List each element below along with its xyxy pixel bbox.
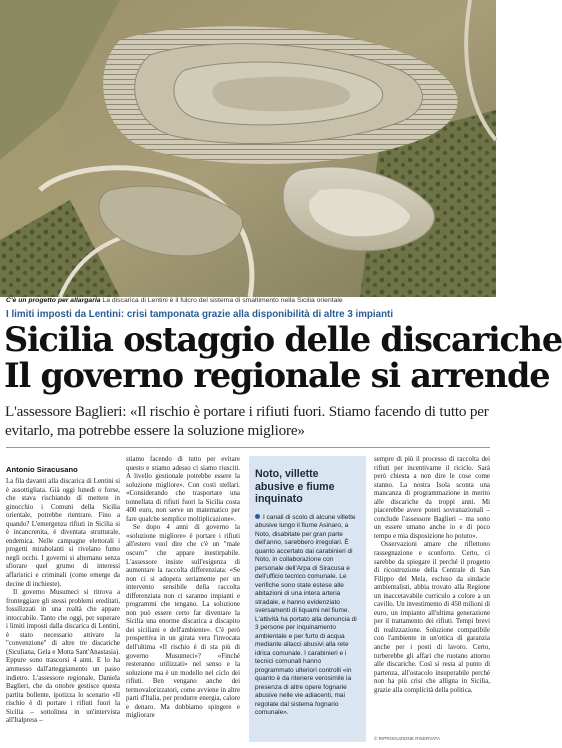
aerial-landfill-photo bbox=[0, 0, 496, 297]
byline: Antonio Siracusano bbox=[6, 465, 78, 474]
article-column-1 bbox=[6, 478, 120, 744]
paragraph: stiamo facendo di tutto per evitare questo e stiamo adesso ci siamo riusciti. A livello gestionale potrebbe essere la soluzione migliore». Con costi stellari. «Considerando che trasportare una tonnellata di rifiuti fuori la Sicilia costa 400 euro, non serve un matematico per fare qualche semplice moltiplicazione». bbox=[126, 456, 240, 523]
subheadline: L'assessore Baglieri: «Il rischio è portare i rifiuti fuori. Stiamo facendo di tutto per evitarlo, ma potrebbe essere la soluzione migliore» bbox=[5, 403, 489, 439]
sidebar-box-text-wrap bbox=[255, 514, 360, 718]
photo-caption bbox=[6, 296, 492, 305]
paragraph: Osservazioni amare che riflettono rassegnazione e sconforto. Certo, ci sarebbe da spiegare il perché il progetto di ricostruzione della Centrale di San Filippo del Mela, escluso da sindacie ambientalisti, abbia trovato alla Regione un inaccetavabile curriculo a colore a un cavillo. Un investimento di 450 milioni di euro, un impianto all'ultima generazione per il trattamento dei rifiuti. Tempi brevi di realizzazione. Soluzione compatibile con l'ambiente in un'ottica di garanzia anche per i posti di lavoro. Certo, turberebbe gli affari che ruotano attorno alle discariche. Così si resta al punto di partenza, all'ostacolo insuperabile perché non ha più crisi che alligna in Sicilia, grazie alla complicità della politica. bbox=[374, 541, 490, 694]
caption-lead: C'è un progetto per allargarla bbox=[6, 297, 101, 304]
kicker: I limiti imposti da Lentini: crisi tamponata grazie alla disponibilità di altre 3 impianti bbox=[6, 309, 394, 320]
sidebar-box bbox=[249, 456, 366, 742]
caption-text: La discarica di Lentini è il fulcro del sistema di smaltimento nella Sicilia orientale bbox=[102, 297, 343, 304]
copyright-credit: © RIPRODUZIONE RISERVATA bbox=[374, 736, 441, 741]
headline-line-1: Sicilia ostaggio delle discariche bbox=[4, 320, 562, 359]
divider bbox=[6, 447, 490, 448]
paragraph: Il governo Musumeci si ritrova a fronteggiare gli stessi problemi ereditati, fossilizzati in una realtà che appare intoccabile. Tanto che oggi, per superare i limiti imposti dalla discarica di Lentini, è stato necessario attivare la "convenzione" di altre tre discariche (Siculiana, Gela e Motta Sant'Anastasia). Eppure sono trascorsi 4 anni. E lo ha ammesso dall'atteggiamento un passo indietro. L'assessore regionale, Daniela Baglieri, che da ottobre gestisce questa partita bollente, ipotizza lo scenario «Il rischio è di portare i rifiuti fuori la Sicilia – sottolinea in un'intervista all'Italpress – bbox=[6, 589, 120, 725]
sidebar-box-title: Noto, villette abusive e fiume inquinato bbox=[255, 468, 335, 505]
sidebar-box-text: I canali di scolo di alcune villette abusive lungo il fiume Asinaro, a Noto, disabitate per gran parte dell'anno, sarebbero irregolari. È quanto accertato dai carabinieri di Noto, in collaborazione con personale dell'Arpa di Siracusa e dell'ufficio tecnico comunale. Le verifiche sono state estese alle abitazioni di una intera arteria stradale, e hanno evidenziato sversamenti di liquami nel fiume. L'attività ha portato alla denuncia di 3 persone per inquinamento ambientale e per furto di acqua mediante allacci abusivi alla rete idrica comunale. I carabinieri e i tecnici comunali hanno programmato ulteriori controlli «in quanto è da ritenere verosimile la presenza di altre opere fognarie abusive nelle vie adiacenti, mai regolate dal sistema fognario comunale». bbox=[255, 513, 357, 716]
landfill-aerial-image bbox=[0, 0, 496, 297]
paragraph: sempre di più il processo di raccolta dei rifiuti per incentivarne il riciclo. Sarà però chiesta a non dire le cose come stanno. La nostra Isola sconta una mancanza di programmazione in merito alle discariche da troppi anni. Mi piacerebbe avere poteri sovranazionali – conclude l'assessore Baglieri – ma sono un essere umano anche io e di poco tempo e mia disposizione ho potuto». bbox=[374, 456, 490, 540]
article-column-4 bbox=[374, 456, 490, 744]
bullet-icon bbox=[255, 514, 260, 519]
headline bbox=[4, 320, 562, 395]
article-column-2 bbox=[126, 456, 240, 744]
headline-line-2: Il governo regionale si arrende bbox=[4, 356, 550, 395]
paragraph: Se dopo 4 anni di governo la «soluzione migliore» è portare i rifiuti all'estero vuol dire che c'è un "male oscuro" che appare inestirpabile. L'assessore insiste sull'esigenza di aumentare la raccolta differenziata: «Se non ci si adopera seriamente per un intervento sensibile della raccolta differenziata non ci saranno impianti e programmi che tengano. La soluzione non può essere certo far diventare la Sicilia una enorme discarica a discapito dei siciliani e dell'ambiente». C'è però prospettiva in un girata vera l'invocata dell'ultima «Il rischio è di sta più di governo Musumeci»? «Finché resteranno utilizzati» nel senso e la soluzione ma è un modello nel ciclo dei rifiuti. Ben vengano anche dei termovalorizzatori, come avviene in altre parti d'Italia, per produrre energia, calore e denaro. Ma dobbiamo spingere e migliorare bbox=[126, 524, 240, 720]
paragraph: La fila davanti alla discarica di Lentini si è assottigliata. Già oggi lunedì o forse, che stava rischiando di mettere in ginocchio i Comuni della Sicilia orientale, potrebbe rientrare. Fino a quando? L'emergenza rifiuti in Sicilia si è incancrenita, è diventata strutturale, endemica. Nelle campagne elettorali i progetti mirabolanti si rivelano fumo negli occhi. I governi si alternano senza sfiorare quel grumo di interessi affaristici e criminali (come emerge da decine di inchieste). bbox=[6, 478, 120, 588]
